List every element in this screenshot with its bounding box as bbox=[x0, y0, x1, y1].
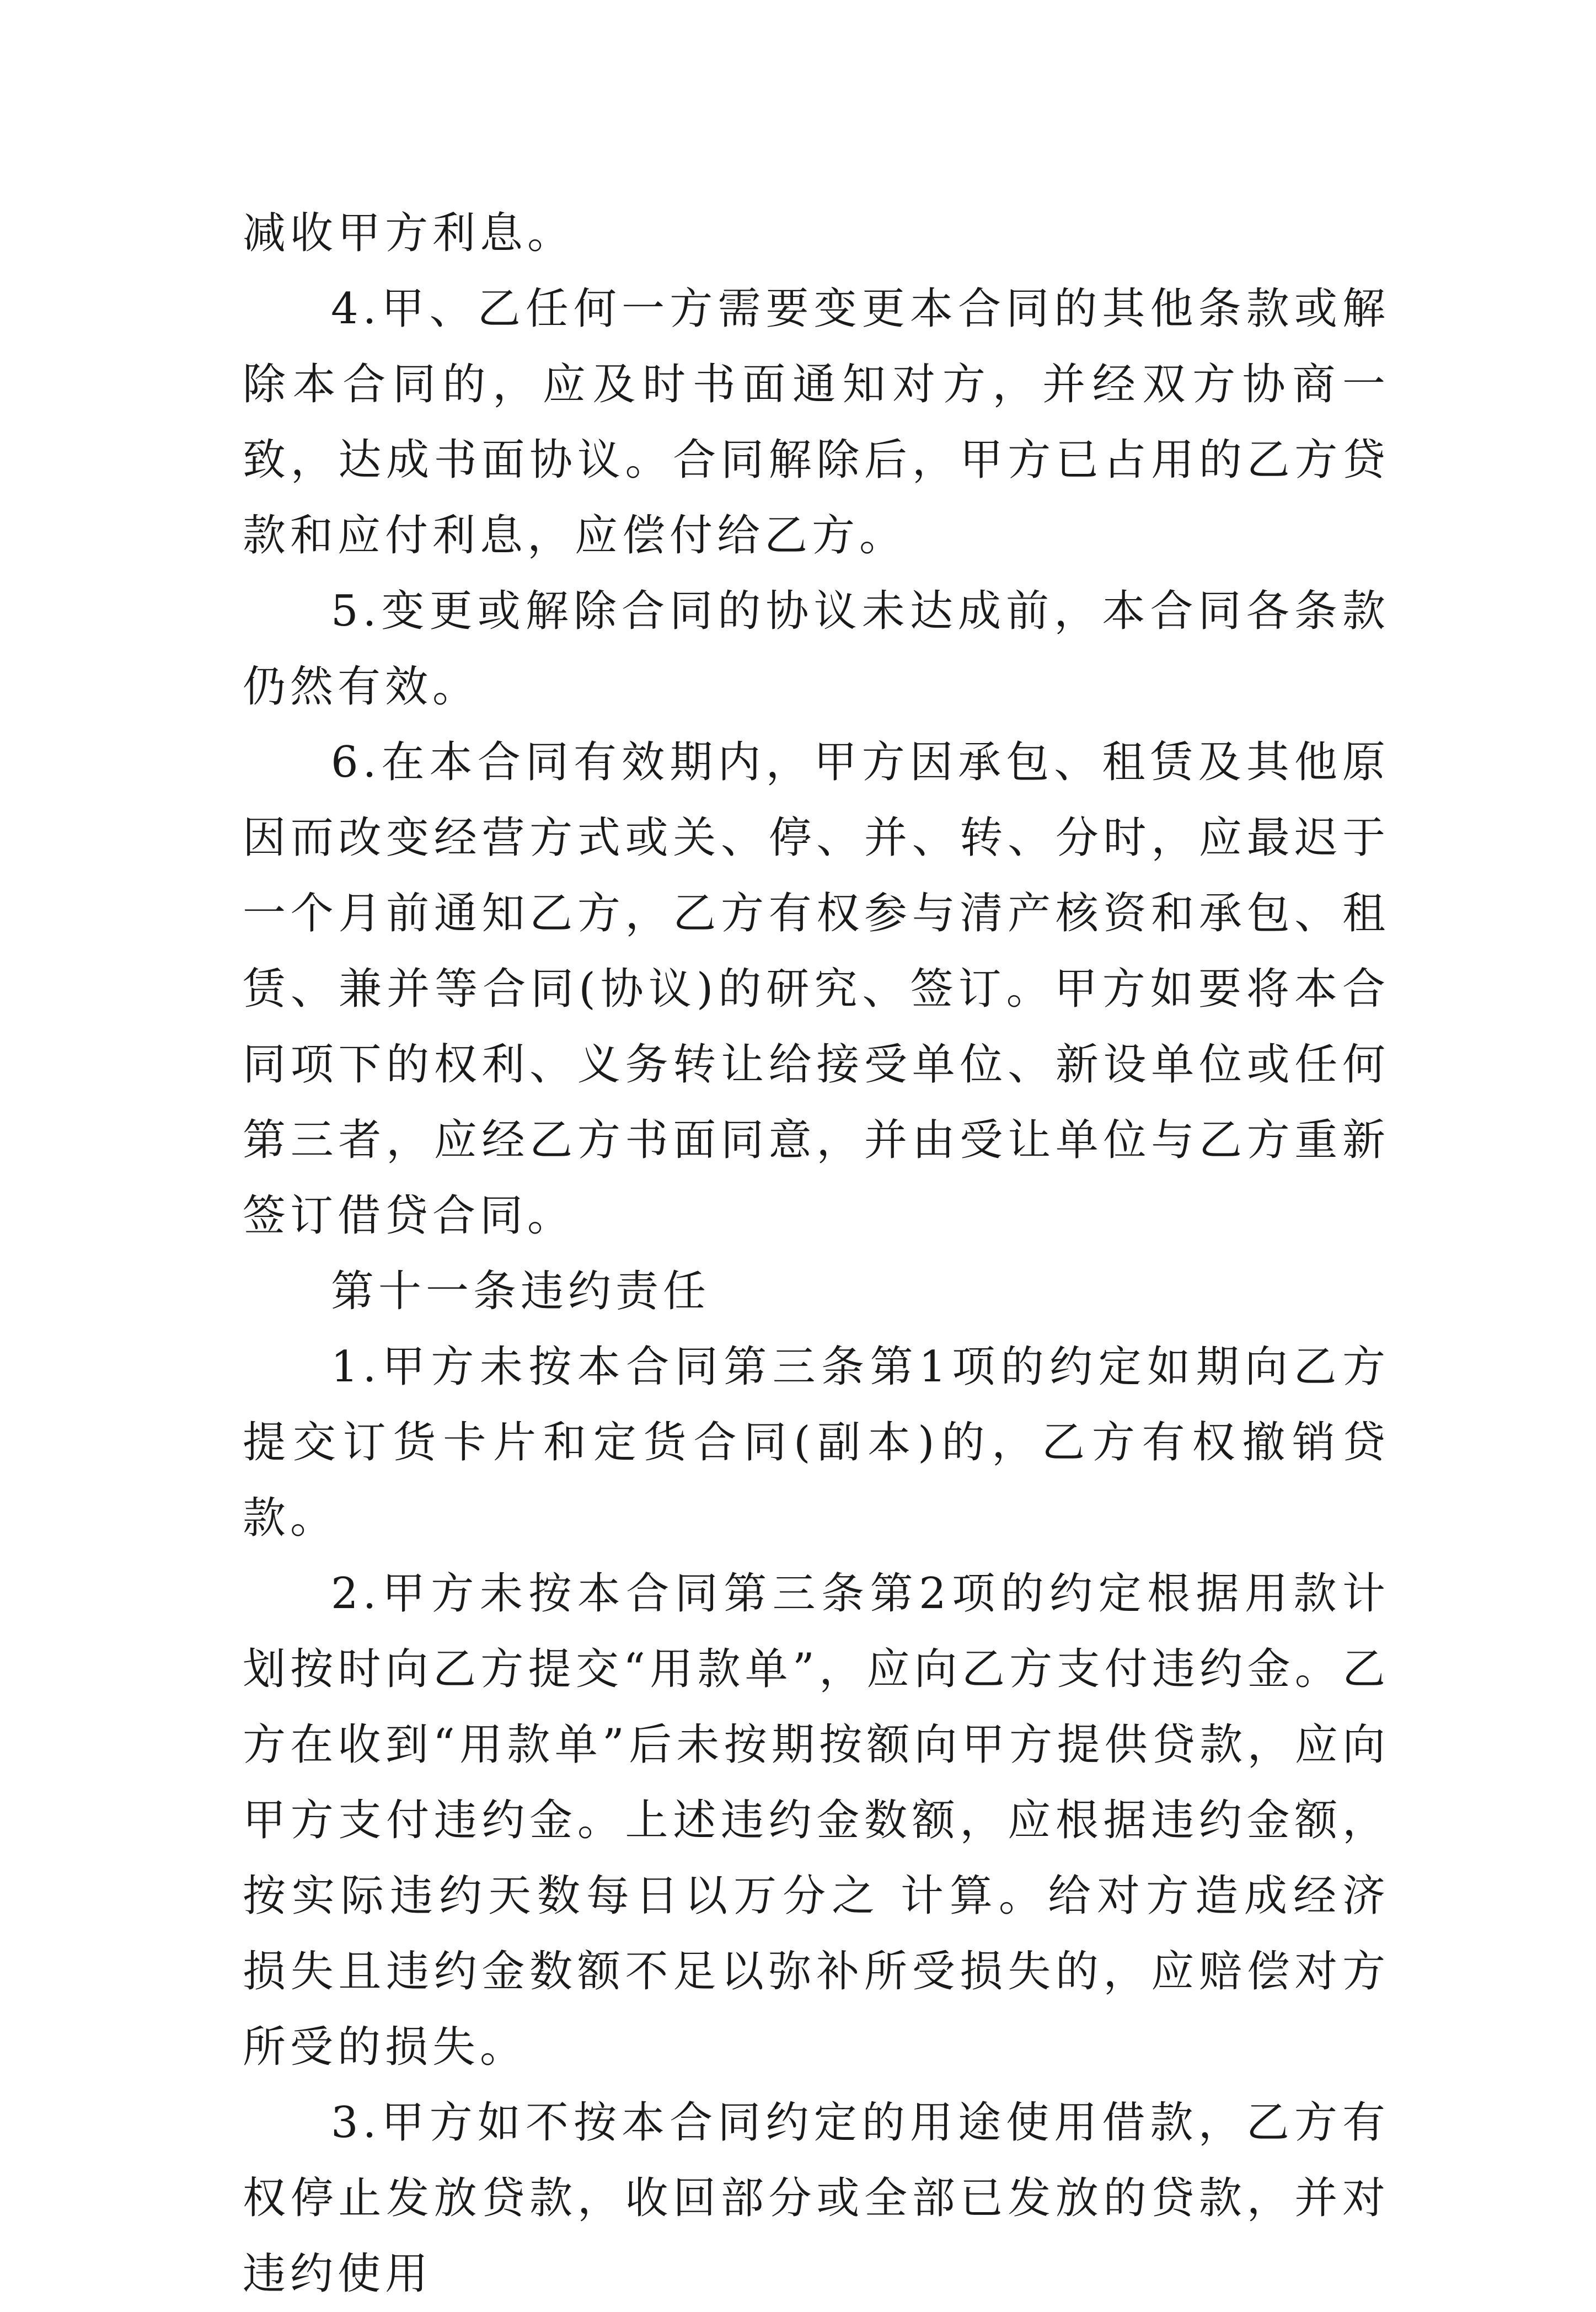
paragraph-clause-5: 5.变更或解除合同的协议未达成前，本合同各条款仍然有效。 bbox=[243, 586, 1390, 712]
paragraph-liability-2: 2.甲方未按本合同第三条第2项的约定根据用款计划按时向乙方提交“用款单”，应向乙方支付违约金。乙方在收到“用款单”后未按期按额向甲方提供贷款，应向甲方支付违约金。上述违约金数额，应根据违约金额，按实际违约天数每日以万分之 计算。给对方造成经济损失且违约金数额不足以弥补所受损失的，应赔偿对方所受的损失。 bbox=[243, 1569, 1390, 2072]
paragraph-liability-1: 1.甲方未按本合同第三条第1项的约定如期向乙方提交订货卡片和定货合同(副本)的，乙方有权撤销贷款。 bbox=[243, 1342, 1390, 1543]
paragraph-clause-4: 4.甲、乙任何一方需要变更本合同的其他条款或解除本合同的，应及时书面通知对方，并经双方协商一致，达成书面协议。合同解除后，甲方已占用的乙方贷款和应付利息，应偿付给乙方。 bbox=[243, 284, 1390, 560]
paragraph-clause-6: 6.在本合同有效期内，甲方因承包、租赁及其他原因而改变经营方式或关、停、并、转、分时，应最迟于一个月前通知乙方，乙方有权参与清产核资和承包、租赁、兼并等合同(协议)的研究、签订。甲方如要将本合同项下的权利、义务转让给接受单位、新设单位或任何第三者，应经乙方书面同意，并由受让单位与乙方重新签订借贷合同。 bbox=[243, 738, 1390, 1241]
section-heading-article-11: 第十一条违约责任 bbox=[331, 1267, 711, 1316]
document-body bbox=[243, 196, 1390, 2312]
paragraph-continuation: 减收甲方利息。 bbox=[243, 209, 575, 258]
paragraph-liability-3: 3.甲方如不按本合同约定的用途使用借款，乙方有权停止发放贷款，收回部分或全部已发放的贷款，并对违约使用 bbox=[243, 2098, 1390, 2299]
